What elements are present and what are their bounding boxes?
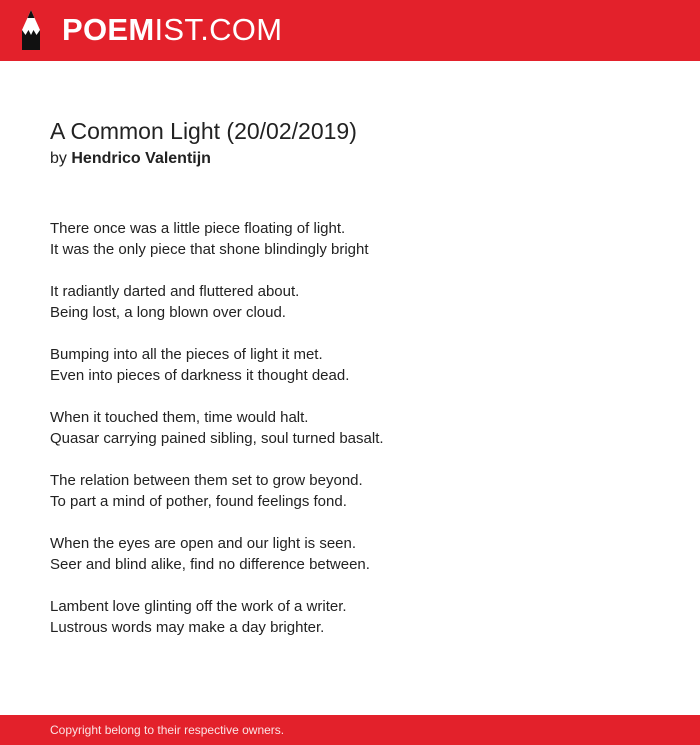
poem-line: Lustrous words may make a day brighter. <box>50 619 325 636</box>
brand-light-text: IST.COM <box>154 12 283 47</box>
poem-line: Quasar carrying pained sibling, soul turned basalt. <box>50 430 384 447</box>
poem-stanza <box>50 218 650 260</box>
by-label: by <box>50 150 67 167</box>
poem-line: When it touched them, time would halt. <box>50 409 309 426</box>
poem-line: Bumping into all the pieces of light it met. <box>50 346 323 363</box>
poem-line: To part a mind of pother, found feelings fond. <box>50 493 347 510</box>
poem-line: When the eyes are open and our light is seen. <box>50 535 357 552</box>
poem-line: Being lost, a long blown over cloud. <box>50 304 286 321</box>
site-logo-text[interactable] <box>62 12 282 48</box>
poem-line: Lambent love glinting off the work of a writer. <box>50 598 347 615</box>
poem-line: There once was a little piece floating of light. <box>50 220 346 237</box>
site-footer <box>0 715 700 745</box>
poem-stanza <box>50 281 650 323</box>
poem-stanza <box>50 596 650 638</box>
poem-line: Even into pieces of darkness it thought dead. <box>50 367 350 384</box>
poem-title: A Common Light (20/02/2019) <box>50 118 357 144</box>
pencil-icon[interactable] <box>18 10 44 50</box>
poem-stanza <box>50 344 650 386</box>
copyright-text: Copyright belong to their respective owners. <box>50 723 285 737</box>
poem-stanza <box>50 407 650 449</box>
poem-byline <box>50 148 211 170</box>
poem-stanza <box>50 533 650 575</box>
author-name: Hendrico Valentijn <box>71 150 211 167</box>
poem-line: It radiantly darted and fluttered about. <box>50 283 300 300</box>
poem-line: It was the only piece that shone blindingly bright <box>50 241 369 258</box>
poem-line: The relation between them set to grow beyond. <box>50 472 363 489</box>
brand-bold-text: POEM <box>62 12 155 47</box>
poem-line: Seer and blind alike, find no difference between. <box>50 556 370 573</box>
poem-stanza <box>50 470 650 512</box>
site-header <box>0 0 700 61</box>
poem-body <box>50 218 650 659</box>
